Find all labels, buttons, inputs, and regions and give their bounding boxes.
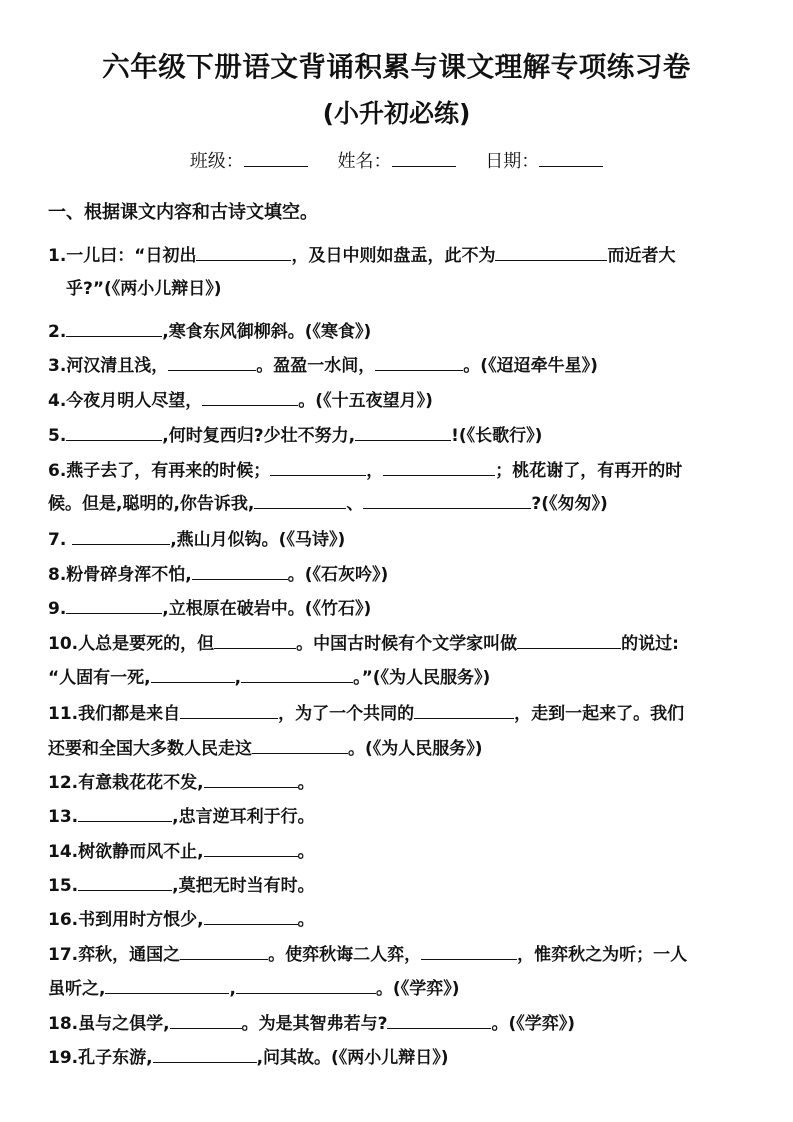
question-text: 的说过: [621,634,679,654]
question-text: 。 [297,773,315,793]
answer-blank[interactable] [252,737,348,754]
answer-blank[interactable] [375,354,463,371]
question-text: 19.孔子东游, [48,1048,153,1068]
answer-blank[interactable] [204,771,298,788]
answer-blank[interactable] [202,389,298,406]
question-text: 。使弈秋诲二人弈， [268,945,422,965]
date-field [485,147,603,173]
question-text: 4.今夜月明人尽望， [48,391,203,411]
question-text: 11.我们都是来自 [48,704,181,724]
question-1-cont: 乎?”(《两小儿辩日》) [66,279,222,299]
name-label: 姓名： [337,151,392,172]
question-2 [48,320,371,343]
question-15 [48,874,315,897]
answer-blank[interactable] [78,874,172,891]
answer-blank[interactable] [66,320,162,337]
question-text: 。(《为人民服务》) [348,739,483,759]
answer-blank[interactable] [236,977,376,994]
answer-blank[interactable] [196,244,291,261]
question-1 [48,244,675,267]
answer-blank[interactable] [387,1012,491,1029]
answer-blank[interactable] [204,840,298,857]
question-text: 15. [48,876,79,896]
question-text: 。盈盈一水间， [256,356,376,376]
question-text: 而近者大 [607,246,676,266]
question-text: ，为了一个共同的 [278,704,415,724]
question-text: ，走到一起来了。我们 [514,704,685,724]
question-19 [48,1046,449,1069]
question-6 [48,459,682,482]
question-text: 。为是其智弗若与? [241,1014,388,1034]
date-label: 日期： [485,151,540,172]
question-text: 7. [48,530,73,550]
answer-blank[interactable] [270,459,366,476]
question-text: , [234,668,242,688]
answer-blank[interactable] [363,492,531,509]
question-text: ,燕山月似钩。(《马诗》) [170,530,346,550]
question-11-cont [48,737,483,760]
answer-blank[interactable] [180,943,268,960]
answer-blank[interactable] [72,528,170,545]
question-7 [48,528,345,551]
question-16 [48,908,315,931]
question-text: 6.燕子去了，有再来的时候； [48,461,271,481]
answer-blank[interactable] [495,244,607,261]
question-text: 。(《十五夜望月》) [298,391,433,411]
question-text: 、 [346,494,364,514]
answer-blank[interactable] [204,908,298,925]
question-6-cont [48,492,608,515]
question-text: !(《长歌行》) [451,426,543,446]
question-13 [48,805,315,828]
question-text: “人固有一死, [48,668,151,688]
answer-blank[interactable] [355,424,451,441]
question-text: ,立根原在破岩中。(《竹石》) [162,599,372,619]
question-10-cont [48,666,490,689]
answer-blank[interactable] [192,563,288,580]
question-text: 候。但是,聪明的,你告诉我, [48,494,255,514]
question-text: 2. [48,322,67,342]
question-text: 。(《学弈》) [491,1014,575,1034]
answer-blank[interactable] [168,354,256,371]
answer-blank[interactable] [517,632,621,649]
name-field [338,147,456,173]
answer-blank[interactable] [66,597,162,614]
question-text: 。”(《为人民服务》) [353,668,491,688]
section-heading: 一、根据课文内容和古诗文填空。 [48,202,318,223]
question-11 [48,702,684,725]
question-text: ,何时复西归?少壮不努力, [162,426,356,446]
question-text: ?(《匆匆》) [531,494,608,514]
question-text: ，及日中则如盘盂，此不为 [291,246,496,266]
question-text: 17.弈秋，通国之 [48,945,181,965]
question-text: 13. [48,807,79,827]
worksheet-subtitle: (小升初必练) [322,99,471,128]
name-blank[interactable] [392,152,456,167]
question-text: 还要和全国大多数人民走这 [48,739,252,759]
question-text: 14.树欲静而风不止, [48,842,204,862]
class-label: 班级： [189,151,244,172]
class-field [190,147,308,173]
question-text: 。 [297,842,315,862]
question-4 [48,389,433,412]
question-5 [48,424,542,447]
question-text: ,寒食东风御柳斜。(《寒食》) [162,322,372,342]
question-text: 3.河汉清且浅， [48,356,169,376]
date-blank[interactable] [539,152,603,167]
question-17 [48,943,687,966]
question-text: 5. [48,426,67,446]
question-text: ；桃花谢了，有再开的时 [495,461,683,481]
answer-blank[interactable] [414,702,514,719]
question-text: ， [366,461,384,481]
question-text: 。(《迢迢牵牛星》) [463,356,598,376]
question-10 [48,632,679,655]
answer-blank[interactable] [241,666,353,683]
question-12 [48,771,315,794]
question-text: 12.有意栽花花不发, [48,773,204,793]
question-text: 8.粉骨碎身浑不怕, [48,565,192,585]
question-3 [48,354,598,377]
question-text: 。(《学弈》) [375,979,460,999]
question-text: 1.一儿曰：“日初出 [48,246,197,266]
answer-blank[interactable] [78,805,172,822]
answer-blank[interactable] [105,977,229,994]
answer-blank[interactable] [254,492,346,509]
answer-blank[interactable] [153,1046,257,1063]
answer-blank[interactable] [421,943,517,960]
question-17-cont [48,977,459,1000]
question-text: ,忠言逆耳利于行。 [172,807,315,827]
answer-blank[interactable] [170,1012,242,1029]
question-text: 18.虽与之俱学, [48,1014,170,1034]
answer-blank[interactable] [151,666,235,683]
answer-blank[interactable] [66,424,162,441]
question-text: 9. [48,599,67,619]
question-text: 。(《石灰吟》) [287,565,389,585]
question-8 [48,563,388,586]
question-text: 16.书到用时方恨少, [48,910,204,930]
answer-blank[interactable] [383,459,495,476]
question-9 [48,597,371,620]
answer-blank[interactable] [180,702,278,719]
question-text: ,莫把无时当有时。 [172,876,315,896]
question-text: , [229,979,236,999]
question-text: ，惟弈秋之为听；一人 [517,945,688,965]
class-blank[interactable] [244,152,308,167]
worksheet-title: 六年级下册语文背诵积累与课文理解专项练习卷 [102,51,691,83]
question-14 [48,840,315,863]
question-text: 。中国古时候有个文学家叫做 [296,634,518,654]
question-18 [48,1012,575,1035]
question-text: 虽听之, [48,979,106,999]
question-text: 。 [297,910,315,930]
question-text: ,问其故。(《两小儿辩日》) [256,1048,449,1068]
answer-blank[interactable] [214,632,296,649]
question-text: 10.人总是要死的，但 [48,634,215,654]
student-info-row [0,147,793,173]
